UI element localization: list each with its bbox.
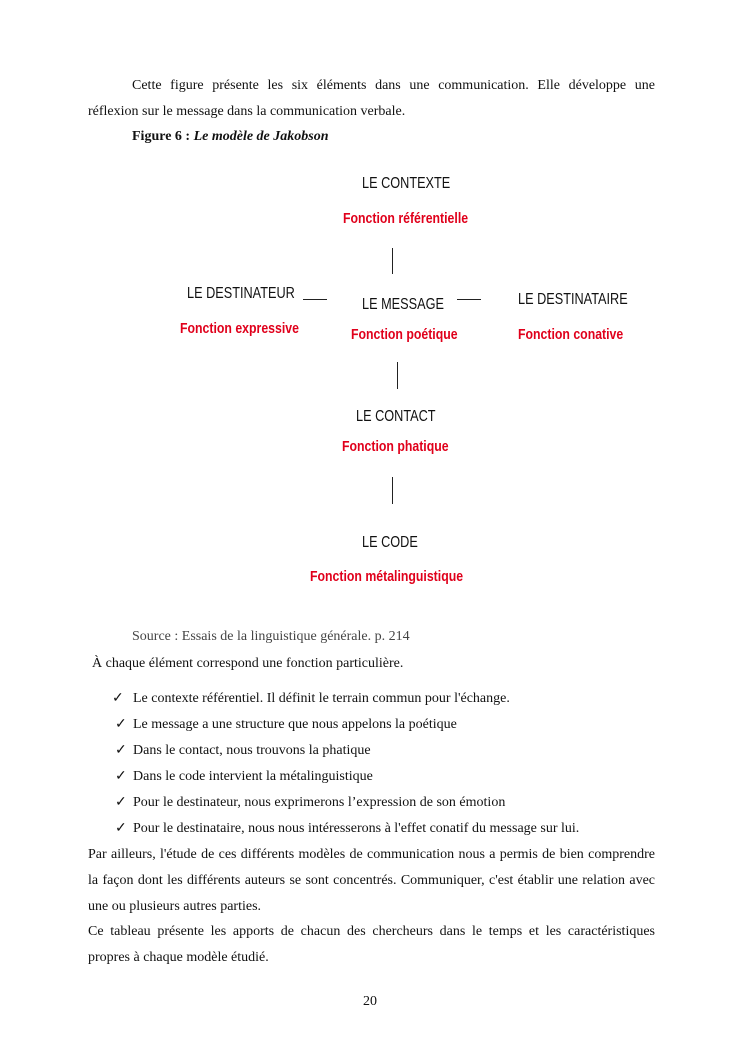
figure-caption [132,129,329,145]
receiver-function: Fonction conative [518,326,624,343]
list-item [115,794,505,811]
list-item [115,820,579,837]
context-element: LE CONTEXTE [362,175,451,192]
checkmark-icon: ✓ [112,691,124,706]
connector-context-message [392,248,393,274]
lead-sentence: À chaque élément correspond une fonction particulière. [92,656,404,671]
figure-title: Le modèle de Jakobson [193,129,329,144]
sender-function: Fonction expressive [180,320,299,337]
list-item [115,716,457,733]
message-element: LE MESSAGE [362,296,444,313]
connector-message-receiver [457,299,481,300]
context-function: Fonction référentielle [343,210,469,227]
connector-sender-message [303,299,327,300]
intro-paragraph-cont [88,99,655,125]
list-item-text: Dans le code intervient la métalinguistique [133,769,373,784]
code-function: Fonction métalinguistique [310,568,464,585]
checkmark-icon: ✓ [115,795,127,810]
message-function: Fonction poétique [351,326,458,343]
list-item-text: Pour le destinataire, nous nous intéresserons à l'effet conatif du message sur lui. [133,821,580,836]
list-item-text: Le contexte référentiel. Il définit le terrain commun pour l'échange. [133,691,510,706]
list-item [115,768,373,785]
checkmark-icon: ✓ [115,821,127,836]
checkmark-icon: ✓ [115,743,127,758]
intro-paragraph [88,73,655,99]
connector-message-contact [397,362,398,389]
code-element: LE CODE [362,534,418,551]
sender-element: LE DESTINATEUR [187,285,295,302]
conclusion-paragraph-1: Par ailleurs, l'étude de ces différents modèles de communication nous a permis de bien comprendre la façon dont les différents auteurs se sont concentrés. Communiquer, c'est établir une relation avec une ou plusieurs autres parties. [88,847,655,914]
connector-contact-code [392,477,393,504]
receiver-element: LE DESTINATAIRE [518,291,628,308]
figure-label: Figure 6 : [132,129,194,144]
intro-line-2: réflexion sur le message dans la communication verbale. [88,104,406,119]
page-number: 20 [363,994,377,1009]
list-item-text: Le message a une structure que nous appelons la poétique [133,717,457,732]
list-item-text: Dans le contact, nous trouvons la phatique [133,743,371,758]
figure-source: Source : Essais de la linguistique générale. p. 214 [132,629,410,644]
list-item [115,742,371,759]
contact-function: Fonction phatique [342,438,449,455]
conclusion-paragraph-2: Ce tableau présente les apports de chacun des chercheurs dans le temps et les caractéristiques propres à chaque modèle étudié. [88,924,655,965]
list-item [112,690,510,707]
list-item-text: Pour le destinateur, nous exprimerons l’expression de son émotion [133,795,506,810]
checkmark-icon: ✓ [115,769,127,784]
intro-line-1: Cette figure présente les six éléments dans une communication. Elle développe une [132,78,655,93]
checkmark-icon: ✓ [115,717,127,732]
contact-element: LE CONTACT [356,408,436,425]
